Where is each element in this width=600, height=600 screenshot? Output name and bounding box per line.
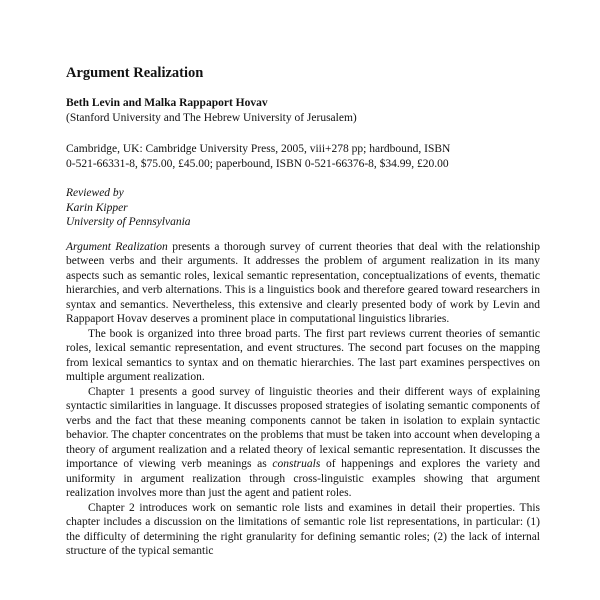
reviewer-name: Karin Kipper xyxy=(66,201,128,214)
publication-line-2: 0-521-66331-8, $75.00, £45.00; paperbound, ISBN 0-521-66376-8, $34.99, £20.00 xyxy=(66,157,449,170)
reviewed-by-label: Reviewed by xyxy=(66,187,124,199)
review-title: Argument Realization xyxy=(66,65,204,81)
reviewer-block xyxy=(66,186,540,230)
paragraph-4: Chapter 2 introduces work on semantic role lists and examines in detail their properties. This chapter includes a discussion on the limitations of semantic role list representations, in particular: (1) the difficulty of determining the right granularity for defining semantic roles; (2) the lack of internal structure of the typical semantic xyxy=(66,501,540,557)
author-affiliation: (Stanford University and The Hebrew University of Jerusalem) xyxy=(66,111,357,124)
construals-italic: construals xyxy=(272,458,321,470)
book-title-italic: Argument Realization xyxy=(66,240,168,253)
publication-line-1: Cambridge, UK: Cambridge University Press, 2005, viii+278 pp; hardbound, ISBN xyxy=(66,143,451,155)
review-page xyxy=(66,64,540,559)
paragraph-2: The book is organized into three broad parts. The first part reviews current theories of semantic roles, lexical semantic representation, and event structures. The second part focuses on the mapping from lexical semantics to syntax and on thematic hierarchies. The last part examines perspectives on multiple argument realization. xyxy=(66,327,540,383)
authors-block xyxy=(66,96,540,125)
review-body xyxy=(66,240,540,559)
paragraph-1 xyxy=(66,240,540,327)
publication-info xyxy=(66,142,540,171)
paragraph-3-text-a: Chapter 1 presents a good survey of linguistic theories and their different ways of explaining syntactic similarities in language. It discusses proposed strategies of isolating semantic components of verbs and the fact that these meaning components cannot be taken in isolation to explain syntactic behavior. The chapter concentrates on the problems that must be taken into account when developing a theory of argument realization and a related theory of lexical semantic representation. It discusses the importance of viewing verb meanings as xyxy=(66,385,540,470)
reviewer-affiliation: University of Pennsylvania xyxy=(66,216,191,228)
paragraph-1-text: presents a thorough survey of current theories that deal with the relationship between verbs and their arguments. It addresses the problem of argument realization in its many aspects such as semantic roles, lexical semantic representation, conceptualizations of events, thematic hierarchies, and verb alternations. This is a linguistics book and therefore geared toward researchers in syntax and semantics. Nevertheless, this extensive and clearly presented body of work by Levin and Rappaport Hovav deserves a prominent place in computational linguistics libraries. xyxy=(66,240,540,325)
paragraph-3 xyxy=(66,385,540,501)
author-names: Beth Levin and Malka Rappaport Hovav xyxy=(66,97,268,109)
paragraph-3-text-b: of happenings and explores the variety and uniformity in argument realization through cross-linguistic examples showing that argument realization involves more than just the agent and patient roles. xyxy=(66,458,540,499)
